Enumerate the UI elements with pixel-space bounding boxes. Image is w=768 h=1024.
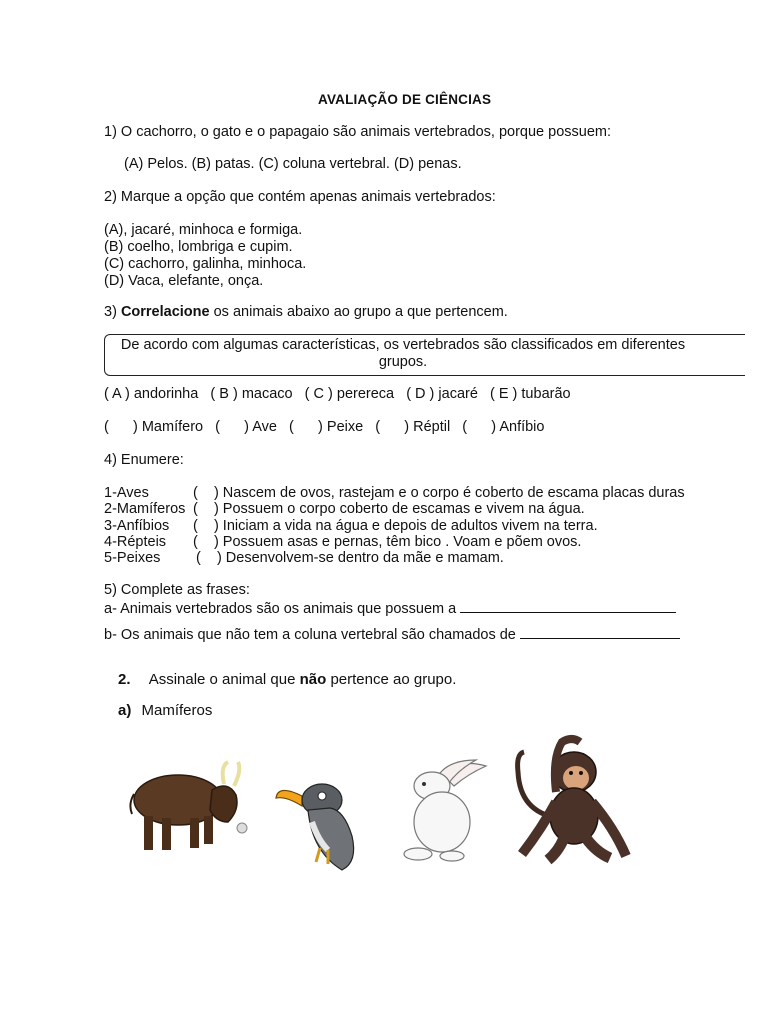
question-5-b	[104, 625, 680, 644]
info-box	[104, 334, 745, 376]
question-6-post: pertence ao grupo.	[326, 671, 457, 688]
question-2-option-d: (D) Vaca, elefante, onça.	[104, 273, 264, 289]
question-2-option-c: (C) cachorro, galinha, minhoca.	[104, 256, 307, 272]
question-3-bold-word: Correlacione	[120, 304, 210, 320]
question-5: 5) Complete as frases:	[104, 582, 250, 598]
question-4: 4) Enumere:	[104, 452, 184, 468]
question-3-number: 3)	[104, 304, 117, 320]
answer-blank-b[interactable]	[520, 625, 680, 639]
enumerate-left-1: 1-Aves	[104, 485, 149, 501]
question-6-sub	[118, 702, 212, 719]
enumerate-right-4: ( ) Possuem asas e pernas, têm bico . Voam e põem ovos.	[193, 534, 582, 550]
enumerate-left-5: 5-Peixes	[104, 550, 161, 566]
rabbit-image[interactable]	[398, 756, 494, 864]
enumerate-right-3: ( ) Iniciam a vida na água e depois de adultos vivem na terra.	[193, 518, 598, 534]
enumerate-right-2: ( ) Possuem o corpo coberto de escamas e vivem na água.	[193, 501, 585, 517]
question-6-pre: Assinale o animal que	[148, 671, 300, 688]
monkey-image[interactable]	[502, 732, 638, 868]
question-2-option-b: (B) coelho, lombriga e cupim.	[104, 239, 293, 255]
question-1-options: (A) Pelos. (B) patas. (C) coluna vertebral. (D) penas.	[124, 156, 462, 172]
question-6-bold: não	[299, 671, 327, 688]
enumerate-left-2: 2-Mamíferos	[104, 501, 186, 517]
question-6	[118, 671, 456, 688]
info-box-line-1: De acordo com algumas características, os vertebrados são classificados em diferentes	[120, 337, 686, 353]
answer-blank-a[interactable]	[460, 599, 676, 613]
toucan-image[interactable]	[272, 766, 372, 876]
question-1: 1) O cachorro, o gato e o papagaio são animais vertebrados, porque possuem:	[104, 124, 611, 140]
question-3-animals: ( A ) andorinha ( B ) macaco ( C ) perereca ( D ) jacaré ( E ) tubarão	[104, 386, 571, 402]
question-6-sub-label: Mamíferos	[141, 702, 213, 719]
question-5-a-text: a- Animais vertebrados são os animais que possuem a	[104, 601, 457, 617]
question-3	[104, 304, 508, 321]
info-box-line-2: grupos.	[378, 354, 428, 370]
question-5-b-text: b- Os animais que não tem a coluna vertebral são chamados de	[104, 627, 516, 643]
question-3-groups: ( ) Mamífero ( ) Ave ( ) Peixe ( ) Réptil ( ) Anfíbio	[104, 419, 545, 435]
enumerate-right-1: ( ) Nascem de ovos, rastejam e o corpo é coberto de escama placas duras	[193, 485, 685, 501]
bull-image[interactable]	[128, 760, 253, 860]
question-6-sub-letter: a)	[118, 702, 132, 719]
question-2-option-a: (A), jacaré, minhoca e formiga.	[104, 222, 303, 238]
enumerate-left-4: 4-Répteis	[104, 534, 167, 550]
enumerate-left-3: 3-Anfíbios	[104, 518, 170, 534]
enumerate-right-5: ( ) Desenvolvem-se dentro da mãe e mamam.	[196, 550, 504, 566]
question-2: 2) Marque a opção que contém apenas animais vertebrados:	[104, 189, 496, 205]
question-3-rest: os animais abaixo ao grupo a que pertencem.	[209, 304, 508, 320]
question-6-number: 2.	[118, 671, 131, 688]
page-title: AVALIAÇÃO DE CIÊNCIAS	[318, 92, 492, 107]
question-5-a	[104, 599, 676, 618]
